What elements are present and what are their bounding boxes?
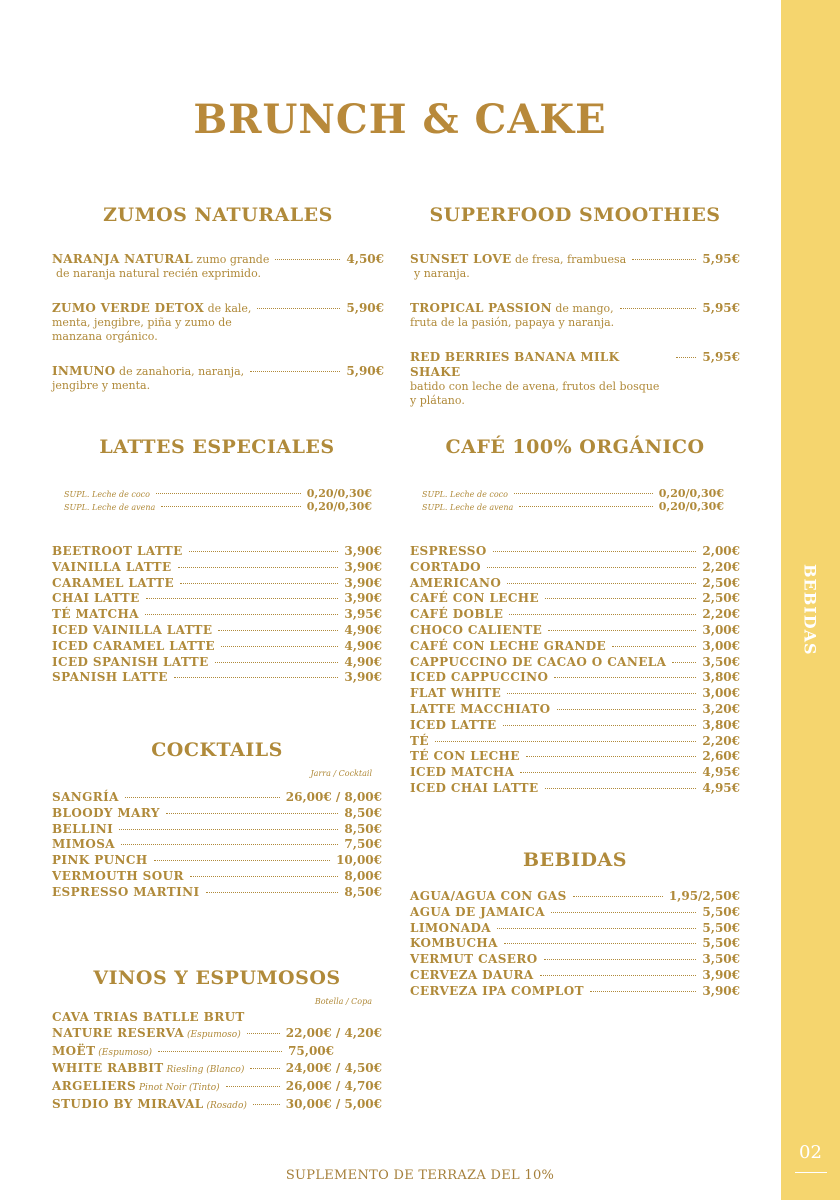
menu-row <box>410 576 740 592</box>
menu-row <box>52 655 382 671</box>
item-name: FLAT WHITE <box>410 686 502 701</box>
item-price: 3,80€ <box>702 670 740 685</box>
menu-row <box>410 734 740 750</box>
item-price: 5,50€ <box>702 936 740 951</box>
item-price: 3,00€ <box>702 622 740 637</box>
leader-dots <box>520 772 696 773</box>
item-price: 3,90€ <box>344 544 382 558</box>
item-desc: y plátano. <box>410 394 465 407</box>
item-price: 3,90€ <box>344 591 382 606</box>
item-price: 2,20€ <box>702 559 740 574</box>
menu-row <box>52 885 382 901</box>
item-name: NARANJA NATURAL <box>52 252 193 266</box>
item-desc: de zanahoria, naranja, <box>115 365 245 378</box>
menu-row <box>52 639 382 655</box>
leader-dots <box>247 1033 280 1034</box>
leader-dots <box>250 1068 279 1069</box>
item-name: SUNSET LOVE <box>410 252 512 266</box>
section-title: CAFÉ 100% ORGÁNICO <box>445 436 705 458</box>
leader-dots <box>156 493 301 494</box>
item-price: 3,50€ <box>702 654 740 669</box>
section-title: ZUMOS NATURALES <box>103 204 333 226</box>
item-desc: jengibre y menta. <box>52 379 151 392</box>
leader-dots <box>206 892 339 893</box>
item-name: CAFÉ DOBLE <box>410 607 504 622</box>
section-lattes <box>52 436 382 686</box>
vinos-list <box>52 1010 382 1115</box>
leader-dots <box>221 646 338 647</box>
item-name: AGUA DE JAMAICA <box>410 904 545 919</box>
leader-dots <box>190 876 339 877</box>
item-name: STUDIO BY MIRAVAL <box>52 1096 204 1111</box>
item-price: 3,90€ <box>702 967 740 982</box>
menu-row <box>410 718 740 734</box>
item-price: 3,50€ <box>702 952 740 967</box>
menu-row <box>52 1010 382 1026</box>
cafe-list <box>410 544 740 797</box>
item-price: 24,00€ / 4,50€ <box>285 1061 382 1076</box>
item-name: ESPRESSO <box>410 544 487 558</box>
item-price: 7,50€ <box>344 837 382 852</box>
leader-dots <box>250 371 340 372</box>
supplement-price: 0,20/0,30€ <box>658 487 724 500</box>
bebidas-list <box>410 889 740 1000</box>
item-price: 5,95€ <box>702 350 740 364</box>
section-title: COCKTAILS <box>151 739 283 761</box>
menu-row <box>52 1044 334 1062</box>
leader-dots <box>189 551 339 552</box>
item-price: 5,50€ <box>702 904 740 919</box>
item-price: 5,90€ <box>346 301 384 315</box>
item-name: CERVEZA IPA COMPLOT <box>410 983 584 998</box>
section-title: VINOS Y ESPUMOSOS <box>93 967 341 989</box>
menu-row <box>410 591 740 607</box>
menu-row <box>52 1079 382 1097</box>
section-smoothies <box>410 204 740 428</box>
lattes-list <box>52 544 382 686</box>
column-header: Botella / Copa <box>314 997 372 1006</box>
item-price: 5,95€ <box>702 252 740 266</box>
section-title: LATTES ESPECIALES <box>99 436 335 458</box>
item-name: SPANISH LATTE <box>52 670 168 685</box>
menu-row <box>52 1097 382 1115</box>
item-price: 4,90€ <box>344 622 382 637</box>
item-name: TÉ <box>410 733 429 748</box>
leader-dots <box>121 844 338 845</box>
item-price: 8,00€ <box>344 868 382 883</box>
leader-dots <box>497 928 696 929</box>
item-name: VERMOUTH SOUR <box>52 868 184 883</box>
item-subtitle: (Espumoso) <box>95 1047 153 1058</box>
section-title: BEBIDAS <box>523 849 627 871</box>
item-name: ICED LATTE <box>410 717 497 732</box>
section-zumos <box>52 204 384 413</box>
menu-row <box>410 686 740 702</box>
menu-row <box>410 639 740 655</box>
leader-dots <box>218 630 338 631</box>
supplement-row <box>422 501 724 514</box>
item-price: 3,80€ <box>702 717 740 732</box>
menu-row <box>52 853 382 869</box>
supplement-list <box>64 488 372 514</box>
item-price: 8,50€ <box>344 821 382 836</box>
item-name: AGUA/AGUA CON GAS <box>410 889 567 903</box>
leader-dots <box>509 614 696 615</box>
leader-dots <box>145 614 339 615</box>
leader-dots <box>519 506 652 507</box>
menu-row <box>52 591 382 607</box>
menu-row <box>52 806 382 822</box>
menu-row <box>52 623 382 639</box>
item-price: 2,50€ <box>702 575 740 590</box>
menu-row <box>410 702 740 718</box>
menu-row <box>410 655 740 671</box>
item-name: CHOCO CALIENTE <box>410 622 543 637</box>
leader-dots <box>590 991 696 992</box>
item-desc: y naranja. <box>414 267 470 280</box>
leader-dots <box>507 693 696 694</box>
item-price: 3,90€ <box>344 575 382 590</box>
item-name: ICED CARAMEL LATTE <box>52 638 215 653</box>
item-name: WHITE RABBIT <box>52 1061 164 1076</box>
item-price: 4,90€ <box>344 654 382 669</box>
item-price: 3,95€ <box>344 607 382 622</box>
leader-dots <box>161 506 300 507</box>
item-price: 3,90€ <box>344 559 382 574</box>
leader-dots <box>612 646 696 647</box>
item-price: 3,90€ <box>344 670 382 685</box>
page-number: 02 <box>799 1142 822 1163</box>
menu-row <box>52 544 382 560</box>
menu-row <box>52 576 382 592</box>
item-desc: de kale, <box>204 302 252 315</box>
item-name: MIMOSA <box>52 837 116 852</box>
item-desc: de mango, <box>551 302 614 315</box>
item-name: CORTADO <box>410 559 482 574</box>
item-name: BLOODY MARY <box>52 805 160 820</box>
item-name: TÉ MATCHA <box>52 607 139 622</box>
item-price: 5,95€ <box>702 301 740 315</box>
item-price: 4,90€ <box>344 638 382 653</box>
item-price: 8,50€ <box>344 884 382 899</box>
leader-dots <box>632 259 696 260</box>
leader-dots <box>507 583 696 584</box>
item-desc: fruta de la pasión, papaya y naranja. <box>410 316 615 329</box>
leader-dots <box>154 860 331 861</box>
section-title: SUPERFOOD SMOOTHIES <box>429 204 721 226</box>
menu-row <box>410 623 740 639</box>
leader-dots <box>540 975 697 976</box>
item-price: 30,00€ / 5,00€ <box>285 1096 382 1111</box>
menu-row <box>52 1061 382 1079</box>
menu-row <box>410 749 740 765</box>
item-name: INMUNO <box>52 364 116 378</box>
item-name: ICED MATCHA <box>410 765 515 780</box>
leader-dots <box>551 912 696 913</box>
side-section-label: BEBIDAS <box>800 564 820 656</box>
menu-item <box>410 301 740 330</box>
item-desc: de naranja natural recién exprimido. <box>56 267 262 280</box>
item-price: 2,60€ <box>702 749 740 764</box>
menu-row <box>410 889 740 905</box>
item-price: 8,50€ <box>344 805 382 820</box>
leader-dots <box>178 567 339 568</box>
menu-item <box>52 364 384 393</box>
item-price: 4,50€ <box>346 252 384 266</box>
item-desc: manzana orgánico. <box>52 330 158 343</box>
item-name: RED BERRIES BANANA MILK SHAKE <box>410 350 620 379</box>
leader-dots <box>573 896 663 897</box>
item-desc: batido con leche de avena, frutos del bosque <box>410 380 660 393</box>
menu-row <box>410 670 740 686</box>
item-name: CAFÉ CON LECHE GRANDE <box>410 638 607 653</box>
item-price: 3,00€ <box>702 686 740 701</box>
item-price: 2,20€ <box>702 607 740 622</box>
supplement-price: 0,20/0,30€ <box>658 500 724 513</box>
menu-row <box>410 952 740 968</box>
item-price: 5,90€ <box>346 364 384 378</box>
menu-row <box>52 607 382 623</box>
menu-row <box>410 936 740 952</box>
supplement-name: SUPL. Leche de coco <box>64 490 150 499</box>
item-price: 3,90€ <box>702 983 740 998</box>
menu-row <box>52 837 382 853</box>
item-name: NATURE RESERVA <box>52 1025 185 1040</box>
item-price: 2,20€ <box>702 733 740 748</box>
item-name: BEETROOT LATTE <box>52 544 183 558</box>
menu-row <box>410 984 740 1000</box>
item-subtitle: Riesling (Blanco) <box>163 1065 245 1076</box>
footer-note: SUPLEMENTO DE TERRAZA DEL 10% <box>285 1168 555 1183</box>
page-title: BRUNCH & CAKE <box>193 96 607 143</box>
item-name: SANGRÍA <box>52 790 119 804</box>
leader-dots <box>253 1104 280 1105</box>
item-price: 2,50€ <box>702 591 740 606</box>
item-price: 1,95/2,50€ <box>668 889 740 903</box>
item-name: CERVEZA DAURA <box>410 967 534 982</box>
menu-row <box>52 560 382 576</box>
item-name: TÉ CON LECHE <box>410 749 520 764</box>
item-subtitle: (Rosado) <box>203 1100 247 1111</box>
column-header: Jarra / Cocktail <box>310 769 372 778</box>
leader-dots <box>676 357 696 358</box>
leader-dots <box>435 741 697 742</box>
item-price: 4,95€ <box>702 765 740 780</box>
leader-dots <box>514 493 653 494</box>
item-name: ARGELIERS <box>52 1079 137 1094</box>
item-price: 26,00€ / 4,70€ <box>285 1079 382 1094</box>
supplement-name: SUPL. Leche de avena <box>422 503 514 512</box>
leader-dots <box>257 308 340 309</box>
menu-row <box>410 544 740 560</box>
item-name: VERMUT CASERO <box>410 952 538 967</box>
item-subtitle: Pinot Noir (Tinto) <box>136 1083 220 1094</box>
item-name: LIMONADA <box>410 920 491 935</box>
supplement-row <box>64 501 372 514</box>
item-price: 3,20€ <box>702 701 740 716</box>
section-cafe <box>410 436 740 797</box>
leader-dots <box>545 598 696 599</box>
item-price: 26,00€ / 8,00€ <box>285 790 382 804</box>
cocktails-list <box>52 790 382 901</box>
leader-dots <box>146 598 339 599</box>
supplement-name: SUPL. Leche de coco <box>422 490 508 499</box>
item-price: 3,00€ <box>702 638 740 653</box>
supplement-price: 0,20/0,30€ <box>306 500 372 513</box>
item-desc: menta, jengibre, piña y zumo de <box>52 316 232 329</box>
leader-dots <box>493 551 697 552</box>
menu-row <box>410 781 740 797</box>
item-name: ICED CHAI LATTE <box>410 780 539 795</box>
leader-dots <box>487 567 696 568</box>
item-name: LATTE MACCHIATO <box>410 701 551 716</box>
item-name: CAPPUCCINO DE CACAO O CANELA <box>410 654 667 669</box>
supplement-list <box>422 488 724 514</box>
menu-row <box>410 765 740 781</box>
leader-dots <box>526 756 697 757</box>
menu-item <box>52 252 384 281</box>
menu-row <box>410 905 740 921</box>
leader-dots <box>215 662 339 663</box>
leader-dots <box>557 709 697 710</box>
item-name: ICED VAINILLA LATTE <box>52 622 213 637</box>
item-name: CHAI LATTE <box>52 591 140 606</box>
leader-dots <box>119 829 338 830</box>
menu-row <box>410 968 740 984</box>
item-name: CAVA TRIAS BATLLE BRUT <box>52 1010 245 1024</box>
item-name: ICED SPANISH LATTE <box>52 654 209 669</box>
item-desc: zumo grande <box>192 253 270 266</box>
leader-dots <box>125 797 280 798</box>
leader-dots <box>503 725 697 726</box>
menu-item <box>52 301 384 344</box>
leader-dots <box>166 813 339 814</box>
menu-row <box>410 560 740 576</box>
leader-dots <box>548 630 696 631</box>
item-name: VAINILLA LATTE <box>52 559 172 574</box>
item-name: CAFÉ CON LECHE <box>410 591 540 606</box>
section-bebidas <box>410 849 740 1000</box>
item-name: MOËT <box>52 1043 96 1058</box>
leader-dots <box>554 677 696 678</box>
item-name: AMERICANO <box>410 575 502 590</box>
leader-dots <box>544 959 697 960</box>
item-name: KOMBUCHA <box>410 936 498 951</box>
item-price: 5,50€ <box>702 920 740 935</box>
leader-dots <box>504 943 697 944</box>
leader-dots <box>275 259 340 260</box>
supplement-name: SUPL. Leche de avena <box>64 503 156 512</box>
item-price: 4,95€ <box>702 780 740 795</box>
item-name: TROPICAL PASSION <box>410 301 552 315</box>
menu-row <box>52 1026 382 1044</box>
leader-dots <box>226 1086 280 1087</box>
item-price: 75,00€ <box>288 1043 334 1058</box>
menu-row <box>52 670 382 686</box>
item-name: BELLINI <box>52 821 114 836</box>
item-subtitle: (Espumoso) <box>184 1029 241 1040</box>
section-cocktails <box>52 739 382 901</box>
supplement-price: 0,20/0,30€ <box>306 487 372 500</box>
leader-dots <box>180 583 338 584</box>
menu-row <box>410 921 740 937</box>
item-name: PINK PUNCH <box>52 853 148 868</box>
leader-dots <box>672 662 696 663</box>
item-price: 2,00€ <box>702 544 740 558</box>
item-desc: de fresa, frambuesa <box>511 253 627 266</box>
leader-dots <box>158 1051 282 1052</box>
item-name: ESPRESSO MARTINI <box>52 884 200 899</box>
menu-row <box>52 869 382 885</box>
menu-item <box>410 252 740 281</box>
menu-item <box>410 350 740 408</box>
menu-row <box>410 607 740 623</box>
leader-dots <box>620 308 697 309</box>
menu-row <box>52 790 382 806</box>
leader-dots <box>545 788 697 789</box>
section-vinos <box>52 967 382 1115</box>
item-price: 10,00€ <box>336 853 382 868</box>
leader-dots <box>174 677 339 678</box>
menu-row <box>52 822 382 838</box>
item-price: 22,00€ / 4,20€ <box>285 1025 382 1040</box>
item-name: ICED CAPPUCCINO <box>410 670 549 685</box>
item-name: ZUMO VERDE DETOX <box>52 301 205 315</box>
item-name: CARAMEL LATTE <box>52 575 175 590</box>
